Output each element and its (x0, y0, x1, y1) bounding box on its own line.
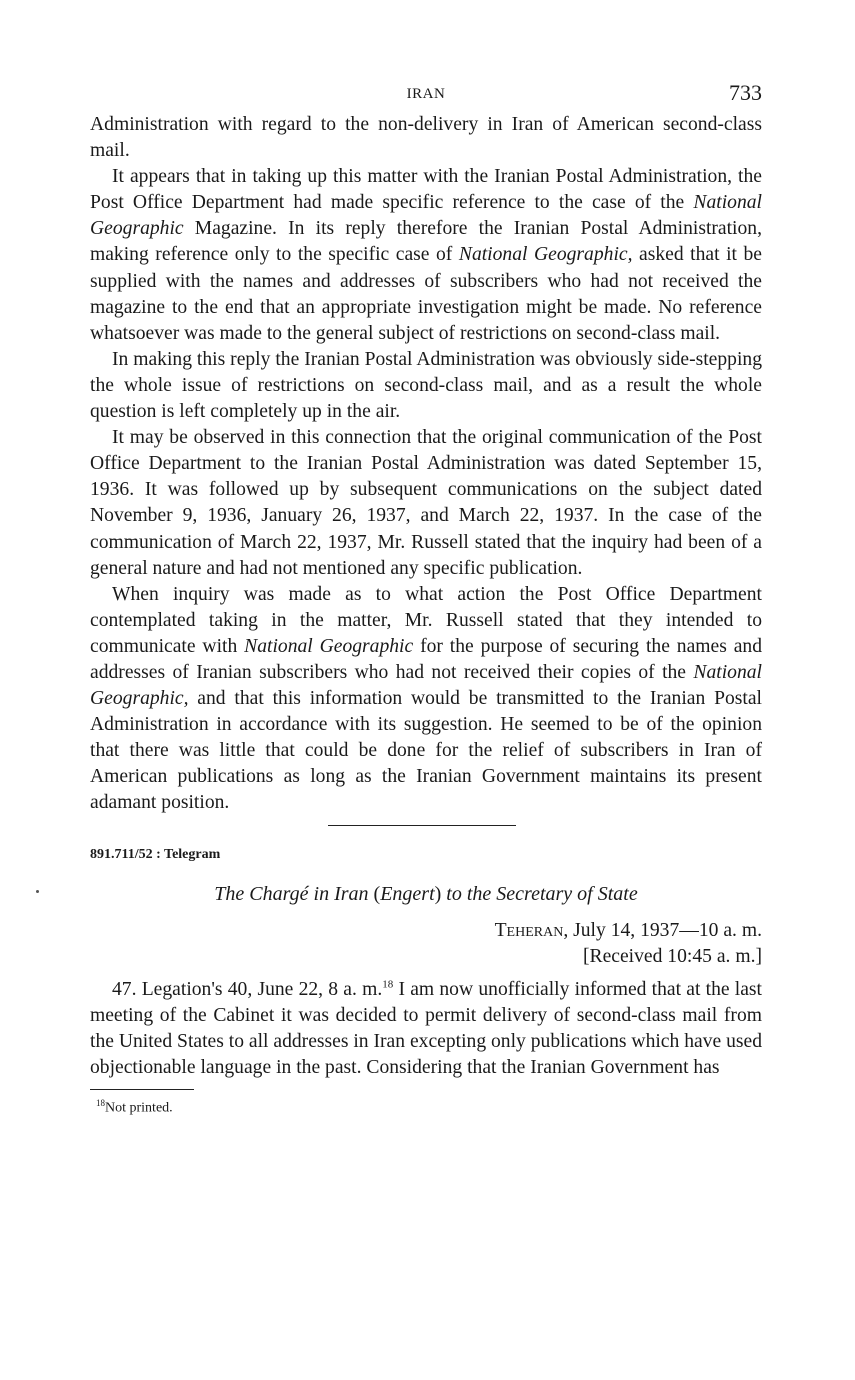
footnote-marker: 18 (382, 978, 394, 990)
running-title: IRAN (406, 86, 446, 102)
paragraph-continuation: Administration with regard to the non-delivery in Iran of American second-class mail. (90, 114, 762, 162)
page-number: 733 (729, 80, 762, 105)
footnote-text: Not printed. (105, 1100, 173, 1116)
paragraph-inquiry (90, 582, 762, 817)
telegram-body (90, 977, 762, 1081)
publication-title: National Geographic (244, 635, 414, 657)
paragraph-text: Magazine. In its reply therefore the Iranian Postal Administration, making reference only to the specific case of (90, 218, 762, 266)
footnote-rule (90, 1089, 194, 1090)
dateline-place: Teheran, (494, 919, 569, 941)
footnote (96, 1098, 762, 1117)
margin-mark (36, 890, 39, 893)
title-paren: ( (373, 882, 381, 905)
document-title (90, 883, 762, 906)
paragraph-text: I am now unofficially informed that at the last meeting of the Cabinet it was decided to permit delivery of second-class mail from the United States to all addresses in Iran excepting only publications which have used objectionable language in the past. Considering that the Iranian Government has (90, 978, 763, 1078)
dateline-date: July 14, 1937—10 a. m. (568, 919, 762, 941)
section-rule (328, 825, 516, 826)
paragraph-text: When inquiry was made as to what action the Post Office Department contemplated taking in the matter, Mr. Russell stated that they intended to communicate with (90, 583, 762, 657)
paragraph-text: 47. Legation's 40, June 22, 8 a. m. (112, 978, 383, 1000)
title-text: to the Secretary of State (441, 882, 638, 905)
title-name: Engert (380, 882, 435, 905)
document-page (90, 78, 762, 1117)
paragraph-text: asked that it be supplied with the names and addresses of subscribers who had not received the magazine to the end that an appropriate investigation might be made. No reference whatsoever was made to the general subject of restrictions on second-class mail. (90, 244, 763, 344)
paragraph-communications-dates: It may be observed in this connection that the original communication of the Post Office Department to the Iranian Postal Administration was dated September 15, 1936. It was followed up by subsequent communications on the subject dated November 9, 1936, January 26, 1937, and March 22, 1937. In the case of the communication of March 22, 1937, Mr. Russell stated that the inquiry had been of a general nature and had not mentioned any specific publication. (90, 427, 762, 579)
dateline-received: [Received 10:45 a. m.] (582, 946, 762, 968)
publication-title: National Geographic (90, 192, 762, 240)
file-reference: 891.711/52 : Telegram (90, 846, 221, 862)
paragraph-text: and that this information would be transmitted to the Iranian Postal Administration in accordance with its suggestion. He seemed to be of the opinion that there was little that could be done for the relief of subscribers in Iran of American publications as long as the Iranian Government maintains its present adamant position. (90, 688, 762, 814)
dateline (90, 918, 762, 971)
paragraph-text: for the purpose of securing the names and addresses of Iranian subscribers who had not received their copies of the (90, 635, 762, 683)
body-text (90, 112, 762, 817)
dateline-sent (90, 918, 762, 945)
paragraph-text: It appears that in taking up this matter with the Iranian Postal Administration, the Post Office Department had made specific reference to the case of the (90, 166, 762, 214)
publication-title: National Geographic, (458, 244, 633, 266)
paragraph-side-stepping: In making this reply the Iranian Postal Administration was obviously side-stepping the whole issue of restrictions on second-class mail, and as a result the whole question is left completely up in the air. (90, 348, 762, 423)
telegram-paragraph (90, 977, 762, 1081)
running-head (90, 78, 762, 112)
title-paren: ) (434, 882, 442, 905)
footnote-number: 18 (96, 1097, 105, 1108)
publication-title: National Geographic, (90, 661, 762, 710)
title-text: The Chargé in Iran (214, 882, 374, 905)
paragraph-postal-reference (90, 164, 762, 347)
